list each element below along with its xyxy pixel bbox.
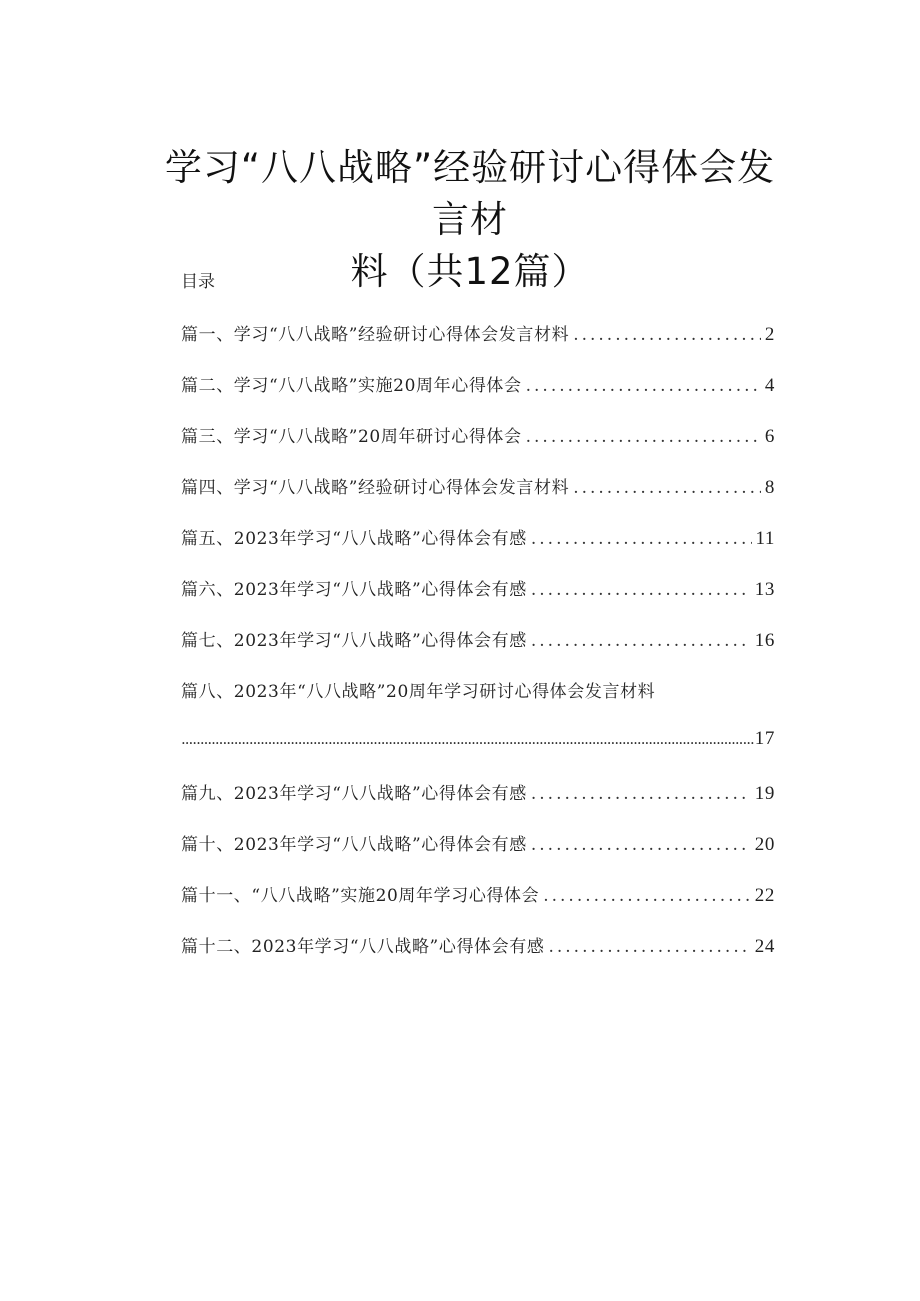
toc-entry-page: 24 — [754, 936, 775, 957]
toc-entry-1[interactable] — [181, 320, 775, 371]
toc-entry-4[interactable] — [181, 473, 775, 524]
toc-entry-label: 篇三、学习“八八战略”20周年研讨心得体会 — [181, 427, 522, 447]
toc-heading: 目录 — [181, 272, 215, 292]
dot-leader — [526, 376, 761, 396]
dot-leader — [573, 325, 761, 345]
toc-entry-5[interactable] — [181, 524, 775, 575]
toc-entry-page: 22 — [754, 885, 775, 906]
toc-entry-page: 6 — [764, 426, 775, 447]
toc-entry-label: 篇八、2023年“八八战略”20周年学习研讨心得体会发言材料 — [181, 682, 656, 702]
toc-entry-3[interactable] — [181, 422, 775, 473]
dot-leader — [531, 529, 752, 549]
title-line-1: 学习“八八战略”经验研讨心得体会发言材 — [164, 146, 776, 241]
dot-leader — [531, 784, 751, 804]
dot-leader — [531, 580, 751, 600]
toc-entry-page: 4 — [764, 375, 775, 396]
toc-entry-page: 19 — [754, 783, 775, 804]
toc-entry-7[interactable] — [181, 626, 775, 677]
toc-entry-label: 篇十二、2023年学习“八八战略”心得体会有感 — [181, 937, 545, 957]
dot-leader — [573, 478, 761, 498]
document-title — [150, 142, 790, 298]
toc-entry-6[interactable] — [181, 575, 775, 626]
dot-leader — [526, 427, 761, 447]
toc-entry-label: 篇十、2023年学习“八八战略”心得体会有感 — [181, 835, 527, 855]
table-of-contents — [181, 320, 775, 983]
toc-entry-2[interactable] — [181, 371, 775, 422]
toc-entry-label: 篇二、学习“八八战略”实施20周年心得体会 — [181, 376, 522, 396]
toc-entry-label: 篇四、学习“八八战略”经验研讨心得体会发言材料 — [181, 478, 570, 498]
toc-entry-9[interactable] — [181, 779, 775, 830]
dot-leader — [531, 835, 751, 855]
dot-leader — [181, 730, 755, 748]
dot-leader — [548, 937, 750, 957]
toc-entry-10[interactable] — [181, 830, 775, 881]
title-line-2: 料（共12篇） — [350, 250, 590, 293]
toc-entry-8[interactable] — [181, 677, 775, 779]
dot-leader — [543, 886, 751, 906]
dot-leader — [531, 631, 751, 651]
toc-entry-label: 篇五、2023年学习“八八战略”心得体会有感 — [181, 529, 527, 549]
toc-entry-page: 20 — [754, 834, 775, 855]
toc-entry-page: 11 — [755, 528, 775, 549]
toc-entry-page: 17 — [754, 728, 775, 749]
toc-entry-11[interactable] — [181, 881, 775, 932]
toc-entry-page: 8 — [764, 477, 775, 498]
toc-entry-label: 篇六、2023年学习“八八战略”心得体会有感 — [181, 580, 527, 600]
toc-entry-page: 2 — [764, 324, 775, 345]
toc-entry-page: 16 — [754, 630, 775, 651]
toc-entry-12[interactable] — [181, 932, 775, 983]
toc-entry-label: 篇七、2023年学习“八八战略”心得体会有感 — [181, 631, 527, 651]
toc-entry-label: 篇一、学习“八八战略”经验研讨心得体会发言材料 — [181, 325, 570, 345]
toc-entry-label: 篇九、2023年学习“八八战略”心得体会有感 — [181, 784, 527, 804]
toc-entry-page: 13 — [754, 579, 775, 600]
toc-entry-label: 篇十一、“八八战略”实施20周年学习心得体会 — [181, 886, 540, 906]
